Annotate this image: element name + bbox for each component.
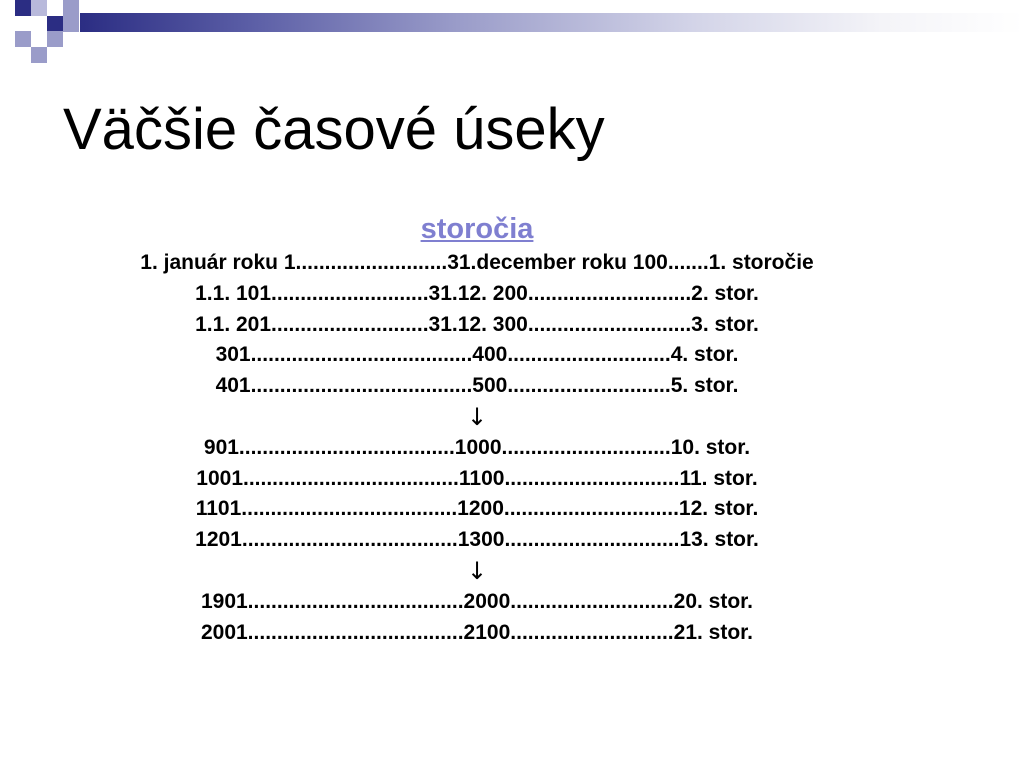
decor-square bbox=[31, 0, 47, 16]
century-line: 1101.....................................1200..............................12. stor. bbox=[195, 497, 759, 521]
century-line: 301......................................400............................4. stor. bbox=[215, 343, 739, 367]
slide-title: Väčšie časové úseky bbox=[63, 97, 605, 162]
century-line: 901.....................................1000.............................10. stor. bbox=[203, 435, 751, 459]
century-line: 1.1. 201...........................31.12. 300............................3. stor. bbox=[195, 312, 759, 336]
down-arrow-icon: ↓ bbox=[466, 556, 488, 585]
century-line: 1001.....................................1100..............................11. stor. bbox=[196, 466, 758, 490]
decor-square bbox=[15, 31, 31, 47]
century-line: 1201.....................................1300..............................13. stor. bbox=[195, 528, 759, 552]
decor-square bbox=[63, 16, 79, 32]
subtitle-link[interactable]: storočia bbox=[420, 213, 534, 245]
decor-square bbox=[15, 0, 31, 16]
century-line: 1. január roku 1..........................31.december roku 100.......1. storočie bbox=[140, 251, 814, 274]
century-line: 2001.....................................2100............................21. stor. bbox=[200, 620, 754, 644]
century-line: 1.1. 101...........................31.12. 200............................2. stor. bbox=[195, 281, 759, 305]
decor-square bbox=[47, 31, 63, 47]
decor-square bbox=[31, 47, 47, 63]
decor-square bbox=[63, 0, 79, 16]
decor-square bbox=[47, 16, 63, 32]
century-line: 1901.....................................2000............................20. stor. bbox=[200, 589, 754, 613]
header-gradient-bar bbox=[80, 13, 1024, 32]
decorative-header bbox=[0, 0, 1024, 62]
down-arrow-icon: ↓ bbox=[466, 402, 488, 431]
slide-content bbox=[0, 210, 954, 648]
century-line: 401......................................500............................5. stor. bbox=[215, 374, 739, 398]
